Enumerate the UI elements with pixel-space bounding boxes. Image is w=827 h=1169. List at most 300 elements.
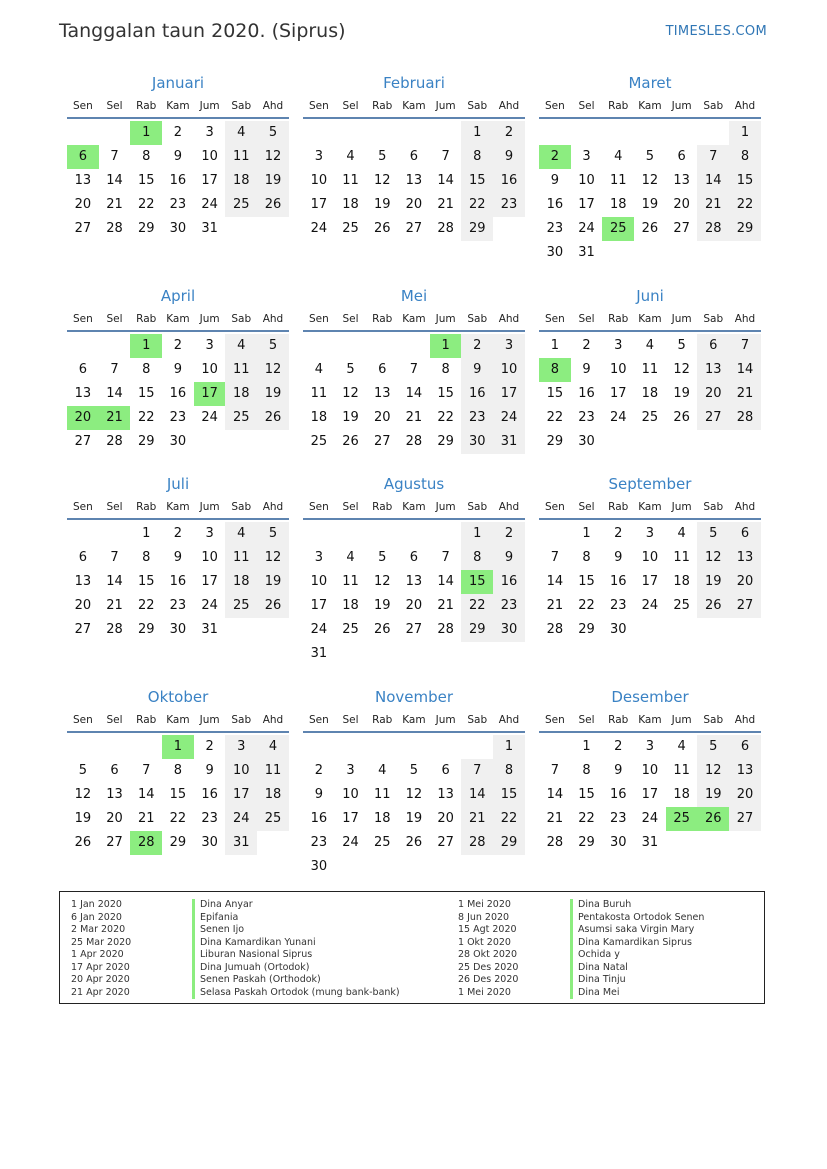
weekday-label: Rab [136, 100, 157, 112]
empty-cell [67, 735, 99, 759]
day-cell: 27 [74, 221, 92, 236]
legend-date: 17 Apr 2020 [71, 961, 130, 973]
holiday-day: 26 [697, 807, 729, 831]
day-cell: 12 [257, 546, 289, 570]
weekday-header [303, 496, 525, 520]
holiday-day: 25 [602, 217, 634, 241]
day-cell: 4 [645, 338, 655, 353]
legend-names-left [192, 899, 400, 999]
day-cell: 25 [257, 807, 289, 831]
day-cell: 14 [405, 386, 423, 401]
day-cell: 9 [173, 149, 183, 164]
day-cell: 14 [461, 783, 493, 807]
day-cell: 6 [409, 149, 419, 164]
day-cell: 7 [550, 550, 559, 565]
day-cell: 3 [645, 739, 655, 754]
day-cell: 28 [437, 221, 454, 236]
day-cell: 5 [697, 735, 729, 759]
day-cell: 12 [373, 173, 391, 188]
weekday-label: Kam [638, 714, 662, 726]
legend-date: 6 Jan 2020 [71, 911, 122, 923]
day-cell: 29 [137, 221, 155, 236]
day-cell: 20 [729, 570, 761, 594]
day-cell: 21 [461, 807, 493, 831]
empty-cell [335, 735, 367, 759]
day-cell: 28 [546, 835, 564, 850]
day-cell: 3 [645, 526, 655, 541]
month-name: Agustus [383, 475, 445, 493]
day-cell: 30 [169, 622, 187, 637]
day-cell: 20 [74, 197, 92, 212]
day-cell: 28 [106, 221, 123, 236]
month-name: September [608, 475, 692, 493]
legend-date: 26 Des 2020 [458, 974, 519, 985]
day-cell: 3 [493, 334, 525, 358]
weekday-label: Kam [402, 100, 426, 112]
day-cell: 31 [201, 622, 218, 637]
day-cell: 30 [169, 434, 187, 449]
weekday-label: Kam [166, 501, 190, 513]
legend-holiday-name: Ochida y [570, 949, 704, 962]
day-cell: 3 [225, 735, 257, 759]
day-cell: 29 [137, 434, 155, 449]
day-grid [539, 522, 761, 642]
day-cell: 2 [173, 526, 183, 541]
weekday-label: Sab [467, 501, 488, 513]
day-cell: 12 [342, 386, 359, 401]
legend-holiday-name: Senen Paskah (Orthodok) [192, 974, 400, 987]
month-november [303, 684, 525, 879]
month-september [539, 471, 761, 642]
legend-date: 1 Mei 2020 [458, 986, 511, 998]
empty-cell [303, 334, 335, 358]
weekday-label: Sen [72, 313, 93, 325]
weekday-label: Ahd [262, 100, 284, 112]
day-cell: 10 [225, 759, 257, 783]
day-cell: 18 [342, 598, 359, 613]
day-cell: 18 [225, 382, 257, 406]
day-cell: 1 [550, 338, 559, 353]
month-maret [539, 70, 761, 265]
day-cell: 26 [257, 193, 289, 217]
day-cell: 15 [169, 787, 187, 802]
weekday-header [67, 496, 289, 520]
day-cell: 17 [641, 574, 659, 589]
day-cell: 7 [409, 362, 419, 377]
day-cell: 13 [437, 787, 454, 802]
day-cell: 24 [310, 622, 328, 637]
day-cell: 24 [201, 598, 218, 613]
day-cell: 19 [405, 811, 423, 826]
day-cell: 10 [201, 149, 218, 164]
day-cell: 29 [546, 434, 564, 449]
day-cell: 7 [110, 550, 119, 565]
day-cell: 10 [310, 574, 328, 589]
empty-cell [99, 334, 131, 358]
site-link[interactable]: TIMESLES.COM [665, 24, 767, 39]
weekday-label: Kam [166, 100, 190, 112]
empty-cell [571, 121, 603, 145]
day-cell: 19 [342, 410, 359, 425]
legend-holiday-name: Liburan Nasional Siprus [192, 949, 400, 962]
day-grid [303, 334, 525, 454]
day-cell: 31 [641, 835, 659, 850]
day-cell: 20 [373, 410, 391, 425]
day-cell: 17 [609, 386, 627, 401]
month-name: Juli [166, 475, 190, 493]
day-cell: 18 [373, 811, 391, 826]
day-cell: 3 [205, 338, 214, 353]
weekday-label: Ahd [498, 100, 520, 112]
day-cell: 26 [257, 594, 289, 618]
day-cell: 1 [582, 739, 591, 754]
day-cell: 22 [546, 410, 564, 425]
day-cell: 19 [257, 169, 289, 193]
day-cell: 27 [106, 835, 123, 850]
day-cell: 12 [405, 787, 423, 802]
day-cell: 19 [257, 570, 289, 594]
day-cell: 12 [673, 362, 690, 377]
day-cell: 1 [142, 526, 151, 541]
day-cell: 5 [78, 763, 87, 778]
day-cell: 17 [578, 197, 595, 212]
day-cell: 4 [225, 522, 257, 546]
day-cell: 12 [697, 759, 729, 783]
day-cell: 21 [106, 197, 123, 212]
day-cell: 25 [641, 410, 659, 425]
day-cell: 20 [729, 783, 761, 807]
day-cell: 28 [461, 831, 493, 855]
day-cell: 19 [673, 386, 690, 401]
day-cell: 31 [493, 430, 525, 454]
day-cell: 8 [582, 550, 591, 565]
weekday-header [303, 709, 525, 733]
day-cell: 25 [373, 835, 391, 850]
day-grid [303, 735, 525, 879]
day-cell: 27 [74, 622, 92, 637]
day-cell: 17 [342, 811, 359, 826]
day-cell: 8 [461, 546, 493, 570]
day-cell: 3 [314, 149, 323, 164]
empty-cell [539, 121, 571, 145]
weekday-label: Rab [372, 714, 393, 726]
empty-cell [67, 121, 99, 145]
weekday-label: Ahd [262, 714, 284, 726]
day-cell: 22 [578, 811, 595, 826]
weekday-label: Sab [231, 100, 252, 112]
day-cell: 24 [609, 410, 627, 425]
legend-date: 8 Jun 2020 [458, 911, 510, 923]
day-cell: 27 [373, 434, 391, 449]
day-cell: 21 [697, 193, 729, 217]
day-cell: 27 [405, 622, 423, 637]
day-cell: 7 [550, 763, 559, 778]
day-cell: 22 [137, 598, 155, 613]
weekday-label: Ahd [498, 714, 520, 726]
day-cell: 1 [582, 526, 591, 541]
empty-cell [461, 735, 493, 759]
holiday-day: 17 [194, 382, 226, 406]
day-cell: 5 [346, 362, 355, 377]
day-cell: 2 [173, 125, 183, 140]
day-cell: 11 [225, 358, 257, 382]
day-cell: 3 [582, 149, 591, 164]
day-cell: 21 [437, 598, 454, 613]
weekday-label: Kam [638, 501, 662, 513]
day-cell: 23 [201, 811, 218, 826]
legend-holiday-name: Dina Tinju [570, 974, 704, 987]
day-cell: 28 [106, 434, 123, 449]
weekday-label: Jum [199, 501, 220, 513]
day-cell: 19 [373, 197, 391, 212]
weekday-header [539, 496, 761, 520]
weekday-label: Sel [578, 313, 595, 325]
day-cell: 12 [641, 173, 659, 188]
legend-date: 25 Des 2020 [458, 961, 519, 973]
legend-holiday-name: Dina Mei [570, 987, 704, 1000]
empty-cell [398, 334, 430, 358]
day-cell: 10 [310, 173, 328, 188]
day-cell: 7 [110, 149, 119, 164]
day-cell: 25 [673, 598, 690, 613]
day-cell: 29 [461, 618, 493, 642]
day-grid [67, 522, 289, 642]
weekday-label: Jum [435, 100, 456, 112]
day-cell: 18 [257, 783, 289, 807]
day-cell: 29 [578, 835, 595, 850]
weekday-label: Sab [467, 100, 488, 112]
day-cell: 9 [614, 763, 623, 778]
month-name: November [374, 688, 454, 706]
empty-cell [366, 735, 398, 759]
day-cell: 6 [110, 763, 119, 778]
day-cell: 5 [257, 522, 289, 546]
day-cell: 25 [225, 406, 257, 430]
weekday-label: Sel [578, 501, 595, 513]
day-cell: 8 [582, 763, 591, 778]
weekday-header [539, 709, 761, 733]
empty-cell [539, 522, 571, 546]
weekday-label: Sen [72, 714, 93, 726]
day-cell: 23 [169, 598, 187, 613]
weekday-label: Sel [342, 501, 359, 513]
empty-cell [634, 121, 666, 145]
day-cell: 25 [225, 193, 257, 217]
day-cell: 7 [441, 149, 450, 164]
day-cell: 8 [441, 362, 450, 377]
month-name: Desember [611, 688, 689, 706]
day-cell: 8 [142, 149, 151, 164]
weekday-label: Sab [467, 714, 488, 726]
day-cell: 7 [142, 763, 151, 778]
day-cell: 1 [493, 735, 525, 759]
day-cell: 6 [697, 334, 729, 358]
day-cell: 6 [677, 149, 686, 164]
day-cell: 14 [106, 173, 123, 188]
day-cell: 17 [493, 382, 525, 406]
weekday-label: Rab [136, 501, 157, 513]
day-cell: 24 [493, 406, 525, 430]
month-januari [67, 70, 289, 241]
day-cell: 5 [409, 763, 419, 778]
weekday-label: Kam [166, 714, 190, 726]
day-cell: 20 [673, 197, 690, 212]
day-cell: 22 [461, 193, 493, 217]
day-grid [539, 334, 761, 454]
weekday-label: Rab [608, 100, 629, 112]
day-cell: 13 [74, 574, 92, 589]
weekday-label: Sab [231, 313, 252, 325]
day-cell: 24 [201, 197, 218, 212]
day-cell: 27 [437, 835, 454, 850]
weekday-label: Ahd [734, 714, 756, 726]
day-cell: 23 [169, 410, 187, 425]
day-cell: 21 [437, 197, 454, 212]
day-cell: 12 [373, 574, 391, 589]
day-cell: 27 [673, 221, 690, 236]
day-cell: 15 [546, 386, 564, 401]
day-cell: 31 [225, 831, 257, 855]
day-cell: 4 [225, 334, 257, 358]
weekday-label: Sen [308, 501, 329, 513]
month-name: Mei [400, 287, 428, 305]
day-cell: 11 [257, 759, 289, 783]
weekday-label: Sel [342, 313, 359, 325]
weekday-label: Sen [544, 100, 565, 112]
empty-cell [430, 735, 462, 759]
day-cell: 18 [225, 570, 257, 594]
day-cell: 9 [461, 358, 493, 382]
weekday-label: Ahd [734, 501, 756, 513]
day-cell: 15 [437, 386, 454, 401]
day-cell: 8 [142, 550, 151, 565]
day-cell: 13 [106, 787, 123, 802]
day-cell: 12 [697, 546, 729, 570]
day-cell: 11 [673, 763, 690, 778]
weekday-label: Rab [372, 100, 393, 112]
legend-holiday-name: Asumsi saka Virgin Mary [570, 924, 704, 937]
day-cell: 22 [729, 193, 761, 217]
day-cell: 24 [342, 835, 359, 850]
day-cell: 3 [314, 550, 323, 565]
day-cell: 26 [373, 622, 391, 637]
day-cell: 30 [310, 859, 328, 874]
day-cell: 16 [461, 382, 493, 406]
day-grid [303, 121, 525, 241]
day-cell: 14 [437, 574, 454, 589]
day-cell: 23 [609, 811, 627, 826]
day-cell: 30 [169, 221, 187, 236]
day-cell: 14 [546, 574, 564, 589]
day-cell: 4 [257, 735, 289, 759]
legend-date: 1 Jan 2020 [71, 899, 122, 910]
day-cell: 8 [493, 759, 525, 783]
holiday-legend [59, 891, 765, 1004]
day-cell: 9 [614, 550, 623, 565]
day-cell: 23 [546, 221, 564, 236]
day-cell: 16 [609, 574, 627, 589]
day-cell: 6 [441, 763, 450, 778]
day-cell: 30 [461, 430, 493, 454]
day-cell: 11 [373, 787, 391, 802]
day-cell: 29 [137, 622, 155, 637]
day-cell: 20 [405, 197, 423, 212]
day-cell: 24 [641, 811, 659, 826]
day-cell: 30 [609, 835, 627, 850]
legend-holiday-name: Dina Buruh [570, 899, 704, 912]
day-cell: 1 [461, 121, 493, 145]
holiday-day: 28 [130, 831, 162, 855]
day-cell: 29 [493, 831, 525, 855]
day-cell: 29 [461, 217, 493, 241]
weekday-label: Ahd [498, 313, 520, 325]
day-cell: 16 [310, 811, 328, 826]
weekday-label: Sen [544, 501, 565, 513]
weekday-label: Sab [703, 501, 724, 513]
day-cell: 16 [169, 386, 187, 401]
empty-cell [99, 735, 131, 759]
day-cell: 21 [137, 811, 155, 826]
day-cell: 29 [437, 434, 454, 449]
weekday-label: Sel [578, 714, 595, 726]
day-cell: 9 [205, 763, 214, 778]
day-cell: 11 [225, 546, 257, 570]
day-cell: 22 [169, 811, 187, 826]
day-cell: 27 [729, 594, 761, 618]
day-cell: 8 [729, 145, 761, 169]
holiday-day: 1 [130, 334, 162, 358]
legend-holiday-name: Senen Ijo [192, 924, 400, 937]
weekday-header [303, 308, 525, 332]
day-grid [67, 121, 289, 241]
day-cell: 28 [437, 622, 454, 637]
day-cell: 19 [257, 382, 289, 406]
holiday-day: 21 [99, 406, 131, 430]
weekday-label: Sen [544, 714, 565, 726]
day-cell: 28 [405, 434, 423, 449]
day-cell: 12 [74, 787, 92, 802]
day-cell: 17 [201, 574, 218, 589]
day-cell: 28 [697, 217, 729, 241]
day-cell: 23 [578, 410, 595, 425]
day-cell: 18 [673, 574, 690, 589]
day-cell: 13 [373, 386, 391, 401]
legend-dates-right [458, 899, 518, 999]
day-cell: 3 [205, 125, 214, 140]
day-cell: 10 [201, 550, 218, 565]
day-cell: 14 [106, 574, 123, 589]
day-cell: 24 [225, 807, 257, 831]
day-cell: 10 [641, 550, 659, 565]
empty-cell [335, 121, 367, 145]
day-cell: 16 [201, 787, 218, 802]
day-cell: 25 [310, 434, 328, 449]
weekday-label: Jum [435, 501, 456, 513]
legend-date: 2 Mar 2020 [71, 924, 126, 935]
weekday-header [539, 95, 761, 119]
day-cell: 10 [641, 763, 659, 778]
day-cell: 15 [729, 169, 761, 193]
day-cell: 13 [74, 173, 92, 188]
day-grid [303, 522, 525, 666]
weekday-label: Jum [435, 714, 456, 726]
day-cell: 11 [673, 550, 690, 565]
holiday-day: 1 [430, 334, 462, 358]
day-cell: 16 [578, 386, 595, 401]
holiday-day: 2 [539, 145, 571, 169]
day-cell: 17 [310, 598, 328, 613]
day-cell: 8 [173, 763, 183, 778]
